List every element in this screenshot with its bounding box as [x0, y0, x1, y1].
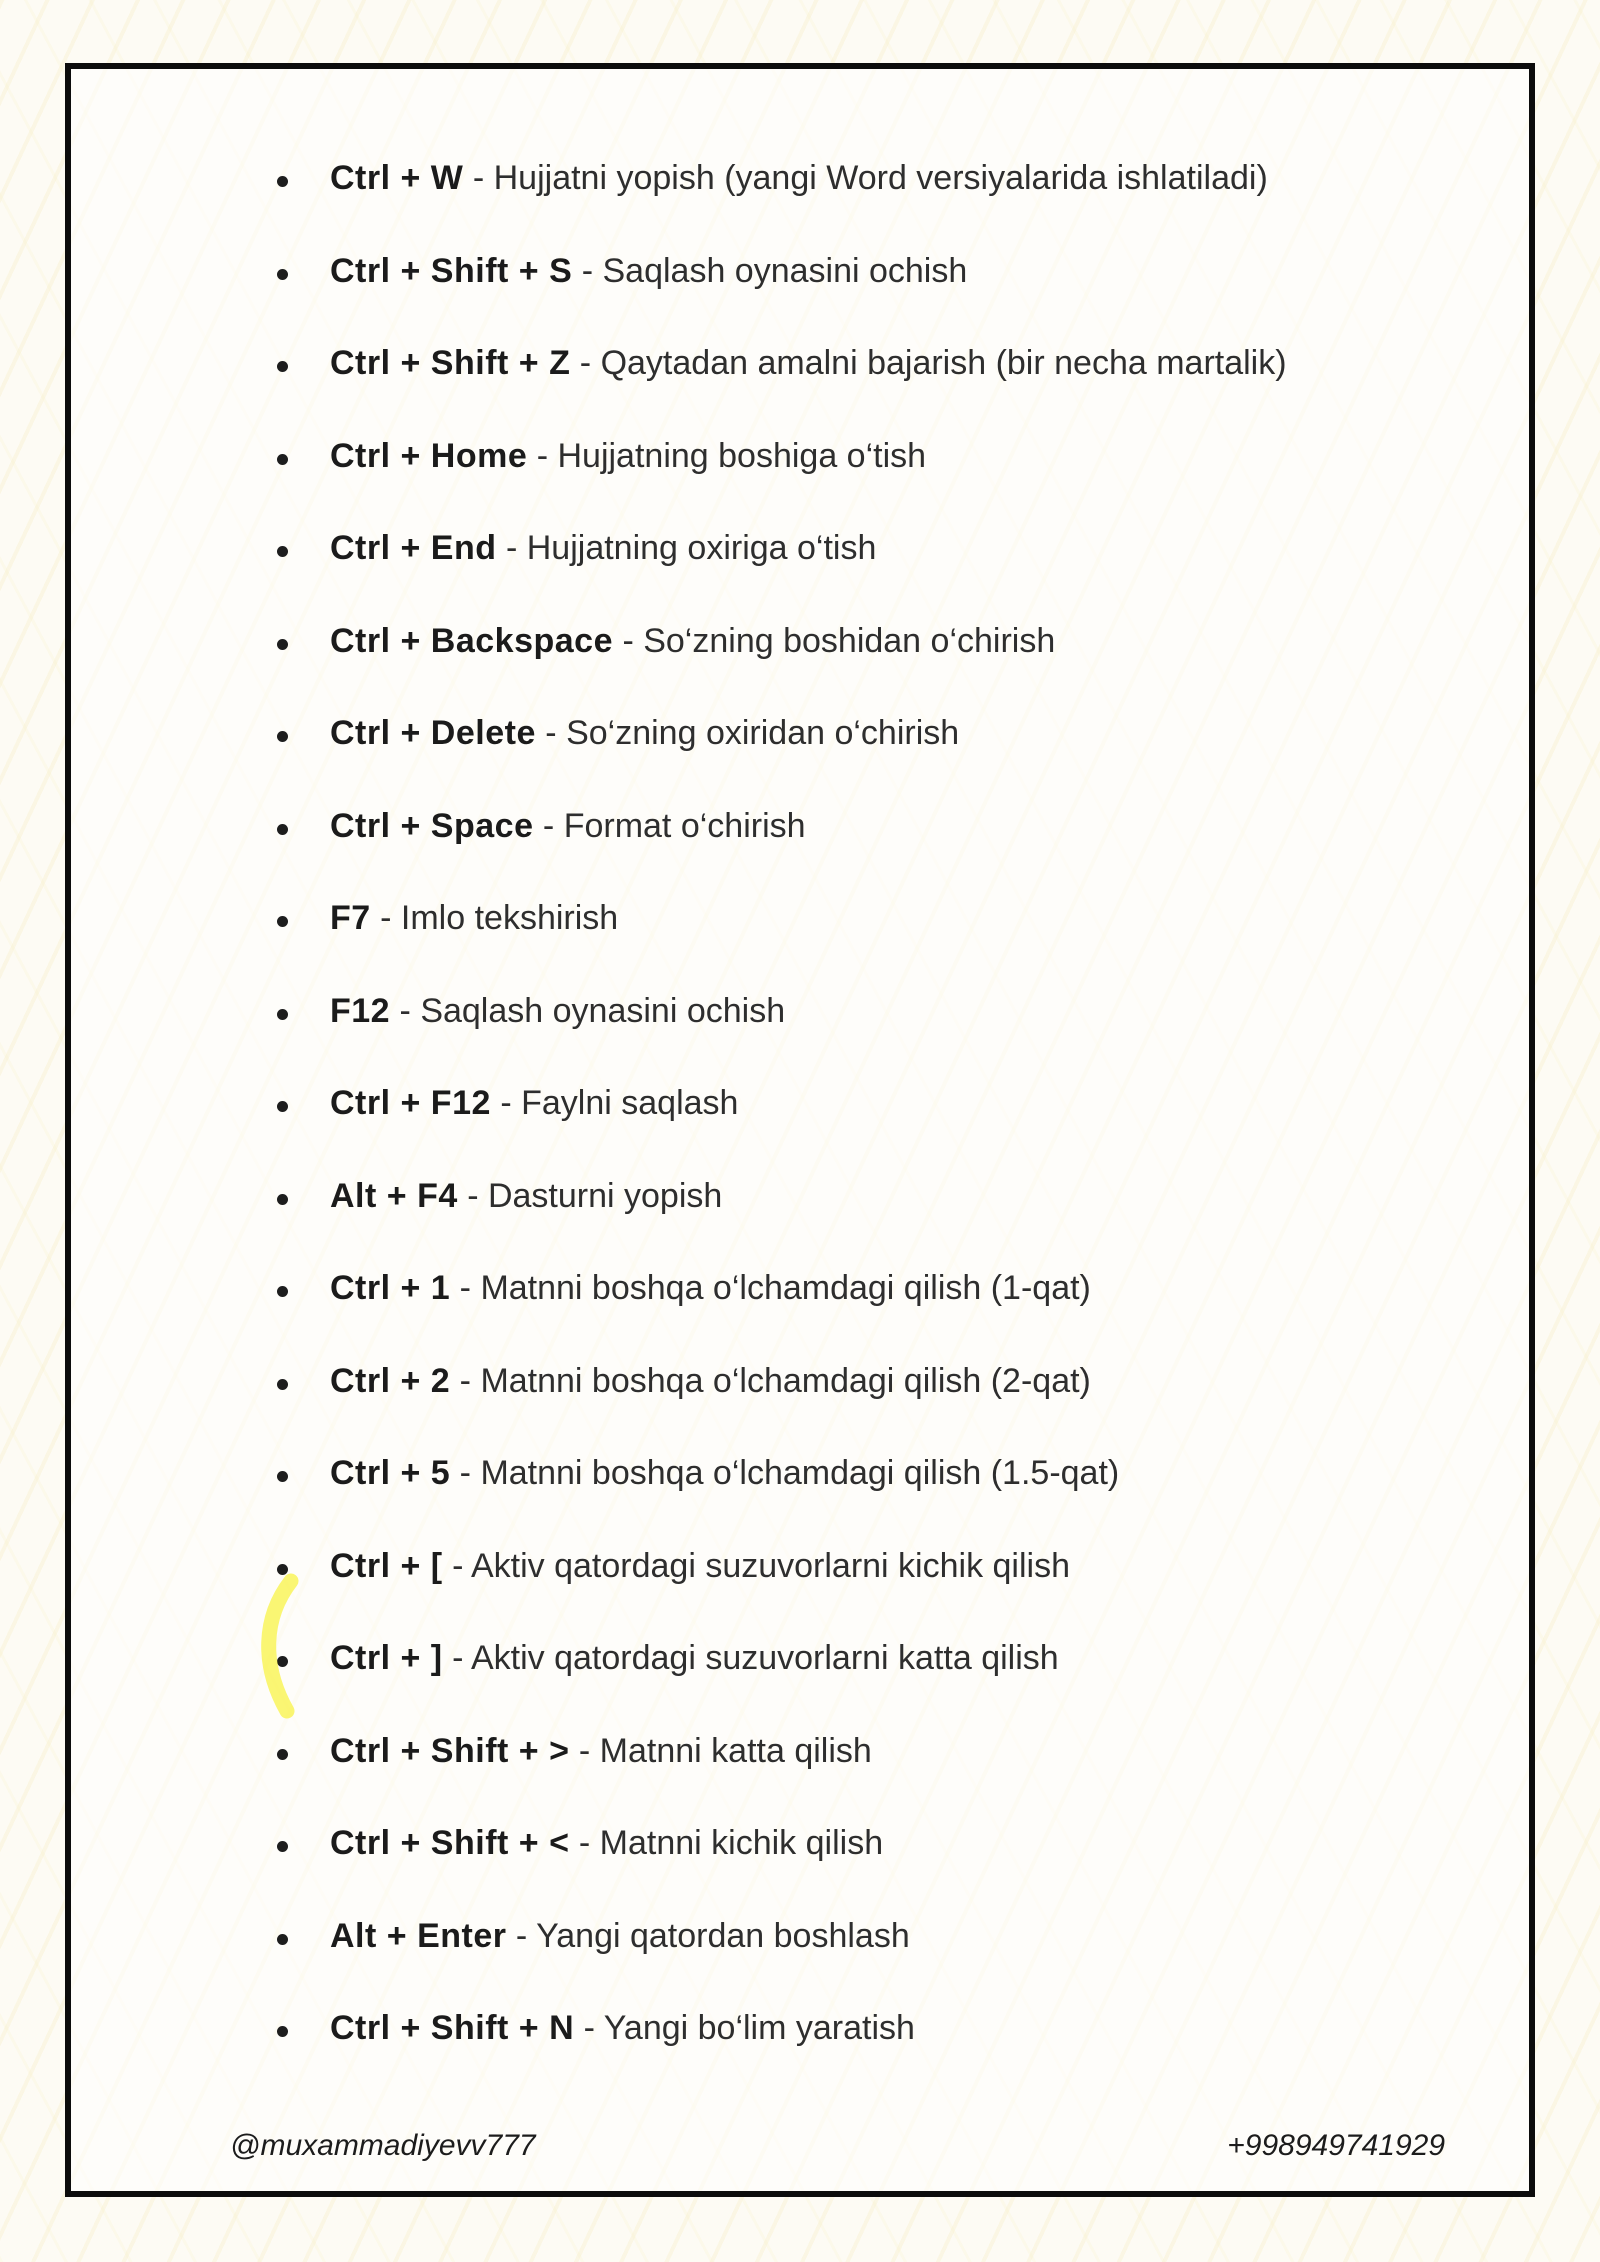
footer-phone: +998949741929 [1227, 2129, 1445, 2162]
shortcut-keys: Ctrl + Shift + > [330, 1731, 570, 1770]
shortcut-item [277, 620, 1397, 713]
separator: - [533, 806, 564, 845]
shortcut-keys: Ctrl + F12 [330, 1084, 491, 1122]
separator: - [370, 899, 401, 937]
separator: - [569, 1824, 600, 1862]
shortcut-item [277, 1545, 1397, 1638]
shortcut-keys: Ctrl + End [330, 529, 497, 567]
shortcut-keys: Ctrl + 5 [330, 1454, 451, 1492]
separator: - [450, 1454, 481, 1492]
bullet-icon [277, 1934, 288, 1945]
shortcut-description: Dasturni yopish [487, 1176, 723, 1215]
bullet-icon [277, 824, 288, 835]
bullet-icon [277, 1841, 288, 1852]
separator: - [574, 2009, 604, 2047]
shortcut-keys: Ctrl + Shift + < [330, 1824, 570, 1862]
shortcut-item [277, 1267, 1397, 1360]
bullet-icon [277, 1564, 288, 1575]
bullet-icon [277, 2026, 288, 2037]
shortcut-description: Yangi qatordan boshlash [536, 1916, 910, 1955]
bullet-icon [277, 1009, 288, 1020]
page-border-frame [65, 63, 1535, 2197]
shortcut-description: Format o‘chirish [563, 806, 806, 845]
shortcut-item [277, 1637, 1397, 1730]
shortcut-item [277, 435, 1397, 528]
separator: - [506, 1916, 537, 1955]
shortcut-keys: Ctrl + 2 [330, 1361, 451, 1400]
shortcut-keys: Alt + F4 [330, 1176, 458, 1215]
bullet-icon [277, 1656, 288, 1667]
shortcut-keys: Ctrl + Shift + S [330, 251, 573, 290]
shortcut-keys: Ctrl + [ [330, 1546, 443, 1585]
shortcut-keys: Ctrl + Shift + Z [330, 344, 571, 382]
separator: - [442, 1639, 471, 1677]
bullet-icon [277, 916, 288, 927]
shortcut-keys: Ctrl + Shift + N [330, 2009, 575, 2047]
shortcut-keys: Ctrl + Backspace [330, 621, 613, 660]
shortcut-item [277, 527, 1397, 620]
shortcut-item [277, 897, 1397, 990]
shortcut-description: Yangi bo‘lim yaratish [603, 2009, 915, 2047]
shortcut-keys: Ctrl + W [330, 159, 464, 197]
bullet-icon [277, 546, 288, 557]
shortcut-description: Aktiv qatordagi suzuvorlarni kichik qilish [470, 1546, 1071, 1585]
shortcut-description: Qaytadan amalni bajarish (bir necha martalik) [600, 344, 1287, 382]
shortcut-description: Hujjatni yopish (yangi Word versiyalarida ishlatiladi) [493, 159, 1268, 197]
separator: - [570, 344, 601, 382]
separator: - [457, 1176, 488, 1215]
shortcut-keys: Ctrl + Delete [330, 714, 536, 752]
shortcut-description: Imlo tekshirish [400, 899, 619, 937]
bullet-icon [277, 1379, 288, 1390]
shortcut-item [277, 1452, 1397, 1545]
shortcut-item [277, 1915, 1397, 2008]
separator: - [450, 1269, 481, 1307]
shortcut-description: So‘zning boshidan o‘chirish [643, 621, 1056, 660]
separator: - [442, 1546, 471, 1585]
bullet-icon [277, 1101, 288, 1112]
shortcut-description: So‘zning oxiridan o‘chirish [566, 714, 960, 752]
bullet-icon [277, 731, 288, 742]
bullet-icon [277, 361, 288, 372]
separator: - [569, 1731, 600, 1770]
shortcut-description: Matnni katta qilish [599, 1731, 872, 1770]
shortcut-description: Saqlash oynasini ochish [602, 251, 968, 290]
shortcut-description: Matnni boshqa o‘lchamdagi qilish (2-qat) [480, 1361, 1091, 1400]
shortcut-item [277, 805, 1397, 898]
shortcut-description: Hujjatning boshiga o‘tish [557, 436, 927, 475]
shortcut-keys: F12 [330, 991, 391, 1030]
shortcut-keys: Ctrl + ] [330, 1639, 443, 1677]
shortcut-item [277, 250, 1397, 343]
shortcut-item [277, 990, 1397, 1083]
bullet-icon [277, 454, 288, 465]
shortcut-keys: F7 [330, 899, 371, 937]
bullet-icon [277, 639, 288, 650]
separator: - [496, 529, 527, 567]
shortcut-description: Hujjatning oxiriga o‘tish [526, 529, 877, 567]
shortcut-item [277, 712, 1397, 805]
shortcut-description: Matnni boshqa o‘lchamdagi qilish (1-qat) [480, 1269, 1091, 1307]
footer-handle: @muxammadiyevv777 [230, 2129, 536, 2162]
shortcut-description: Matnni boshqa o‘lchamdagi qilish (1.5-qat) [480, 1454, 1120, 1492]
shortcut-list [277, 157, 1397, 2100]
separator: - [535, 714, 567, 752]
shortcut-keys: Ctrl + 1 [330, 1269, 451, 1307]
separator: - [450, 1361, 481, 1400]
bullet-icon [277, 176, 288, 187]
separator: - [390, 991, 421, 1030]
shortcut-keys: Alt + Enter [330, 1916, 507, 1955]
bullet-icon [277, 1749, 288, 1760]
shortcut-keys: Ctrl + Home [330, 436, 528, 475]
bullet-icon [277, 1471, 288, 1482]
separator: - [490, 1084, 522, 1122]
shortcut-item [277, 1175, 1397, 1268]
separator: - [572, 251, 603, 290]
shortcut-item [277, 342, 1397, 435]
shortcut-item [277, 1360, 1397, 1453]
separator: - [463, 159, 494, 197]
bullet-icon [277, 1194, 288, 1205]
shortcut-keys: Ctrl + Space [330, 806, 534, 845]
separator: - [613, 621, 644, 660]
shortcut-description: Faylni saqlash [521, 1084, 739, 1122]
shortcut-item [277, 1730, 1397, 1823]
shortcut-item [277, 1082, 1397, 1175]
shortcut-description: Saqlash oynasini ochish [420, 991, 786, 1030]
bullet-icon [277, 269, 288, 280]
shortcut-item [277, 1822, 1397, 1915]
shortcut-description: Matnni kichik qilish [599, 1824, 884, 1862]
shortcut-item [277, 157, 1397, 250]
shortcut-description: Aktiv qatordagi suzuvorlarni katta qilish [470, 1639, 1059, 1677]
shortcut-item [277, 2007, 1397, 2100]
separator: - [527, 436, 558, 475]
bullet-icon [277, 1286, 288, 1297]
